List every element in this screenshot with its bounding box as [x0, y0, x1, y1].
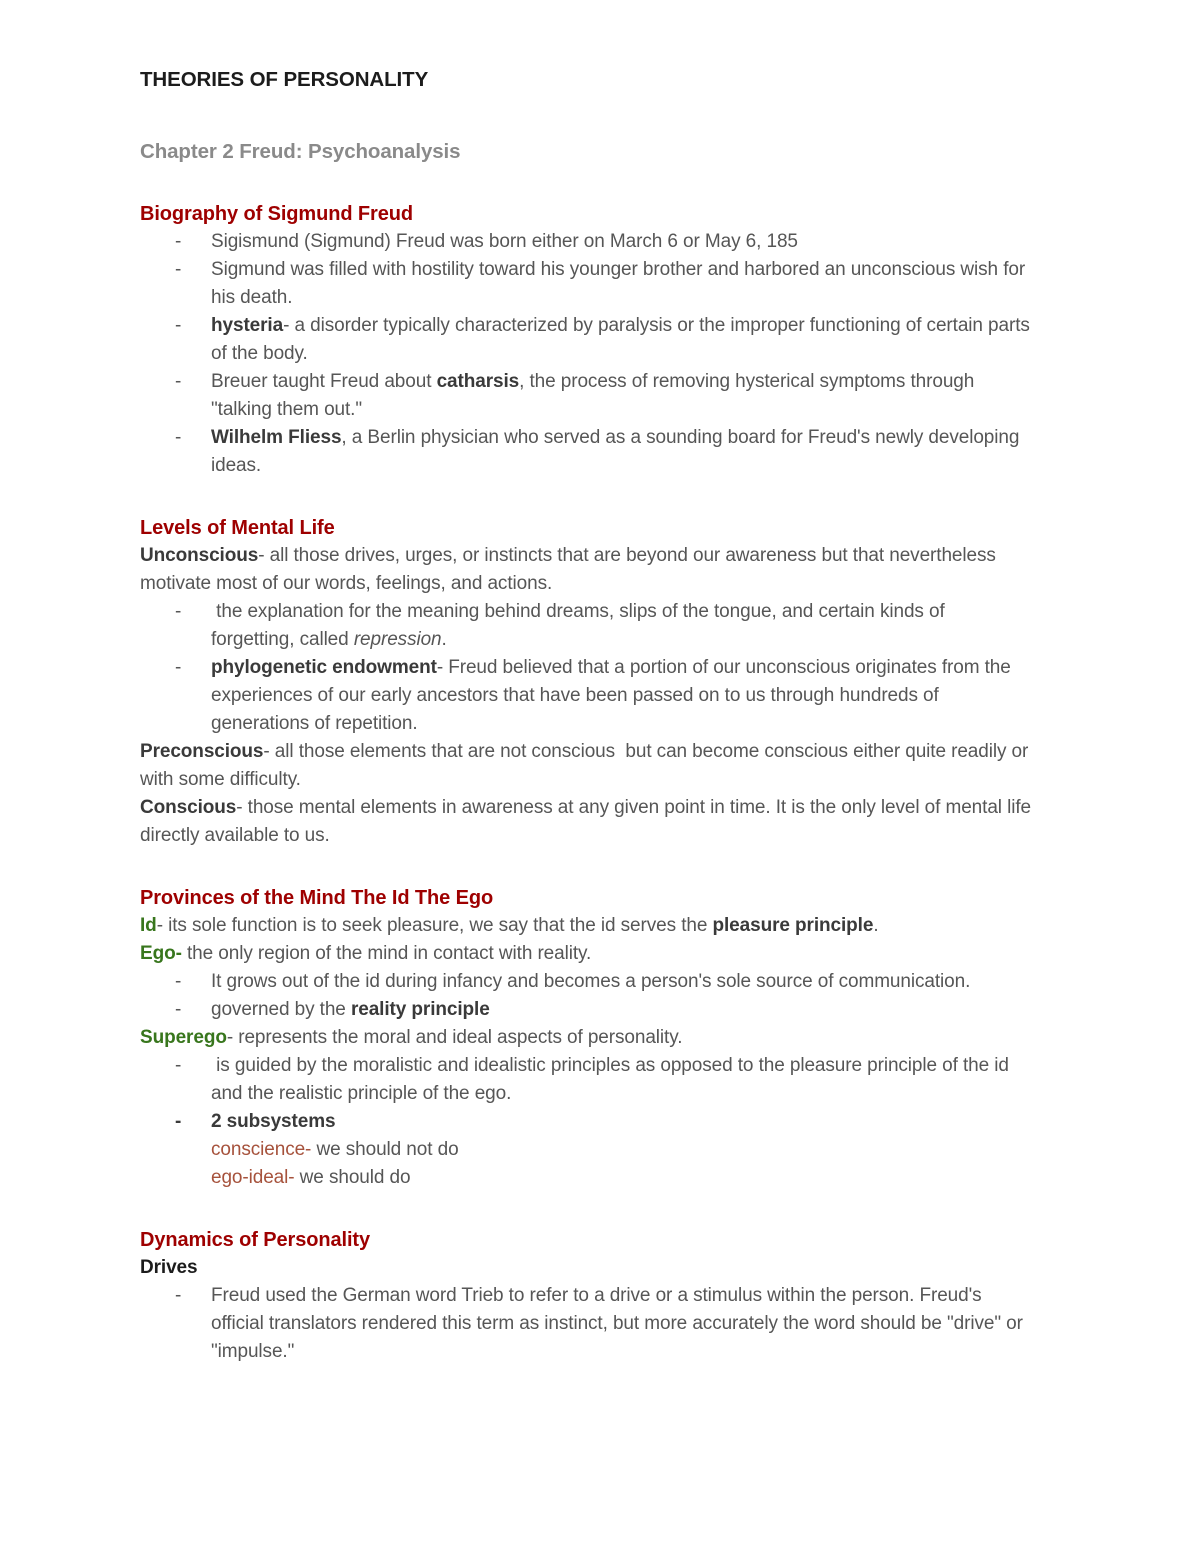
bullet-dash: - [175, 601, 182, 622]
bullet-dash: - [175, 1111, 182, 1132]
paragraph [140, 738, 1032, 794]
bullet-text [211, 1282, 1032, 1366]
text-run: we should not do [311, 1139, 459, 1160]
text-run: we should do [294, 1167, 411, 1188]
text-run: Sigismund (Sigmund) Freud was born either on March 6 or May 6, 185 [211, 231, 798, 252]
text-run: THEORIES OF PERSONALITY [140, 68, 429, 91]
bullet-dash: - [175, 259, 182, 280]
text-run: - a disorder typically characterized by paralysis or the improper functioning of certain parts of the body. [211, 315, 1030, 364]
bullet-dash: - [175, 315, 182, 336]
text-run: conscience- [211, 1139, 312, 1160]
bullet-text [211, 996, 1032, 1024]
text-run: - its sole function is to seek pleasure, we say that the id serves the [156, 915, 713, 936]
bullet-dash: - [175, 657, 182, 678]
text-run: pleasure principle [712, 915, 874, 936]
text-run: repression [353, 629, 442, 650]
list-item [140, 968, 1032, 996]
text-run: the only region of the mind in contact with reality. [181, 943, 592, 964]
chapter-heading [140, 138, 1032, 166]
text-run: reality principle [350, 999, 490, 1020]
text-run: Preconscious [140, 741, 264, 762]
paragraph [140, 912, 1032, 940]
bullet-dash: - [175, 231, 182, 252]
text-run: . [873, 915, 879, 936]
text-run: It grows out of the id during infancy and becomes a person's sole source of communication. [211, 971, 971, 992]
text-run: ego-ideal- [211, 1167, 295, 1188]
bullet-text [211, 368, 1032, 424]
section-heading-biography [140, 200, 1032, 228]
bullet-text [211, 1052, 1032, 1108]
bullet-dash: - [175, 999, 182, 1020]
sub-list-item [140, 1136, 1032, 1164]
section-heading-levels [140, 514, 1032, 542]
text-run: Levels of Mental Life [140, 517, 335, 539]
text-run: Ego- [140, 943, 182, 964]
text-run: - all those elements that are not conscious but can become conscious either quite readily or with some difficulty. [140, 741, 1029, 790]
text-run: Freud used the German word Trieb to refer to a drive or a stimulus within the person. Freud's official translators rendered this term as instinct, but more accurately the word should be "drive" or "impulse." [211, 1285, 1023, 1362]
paragraph [140, 940, 1032, 968]
list-item [140, 996, 1032, 1024]
text-run: Biography of Sigmund Freud [140, 203, 413, 225]
section-heading-dynamics [140, 1226, 1032, 1254]
bullet-dash: - [175, 1055, 182, 1076]
text-run: Chapter 2 Freud: Psychoanalysis [140, 140, 461, 163]
bullet-text [211, 424, 1032, 480]
text-run: - all those drives, urges, or instincts that are beyond our awareness but that nevertheless motivate most of our words, feelings, and actions. [140, 545, 996, 594]
text-run: - Freud believed that a portion of our unconscious originates from the experiences of our early ancestors that have been passed on to us through hundreds of generations of repetition. [211, 657, 1011, 734]
text-run: Wilhelm Fliess [211, 427, 342, 448]
bullet-dash: - [175, 427, 182, 448]
list-item [140, 1052, 1032, 1108]
bullet-dash: - [175, 371, 182, 392]
text-run: . [441, 629, 447, 650]
document-title [140, 66, 1032, 94]
text-run: Drives [140, 1257, 198, 1278]
list-item [140, 1282, 1032, 1366]
text-run: Breuer taught Freud about [211, 371, 437, 392]
list-item [140, 256, 1032, 312]
list-item [140, 598, 1032, 654]
paragraph [140, 1024, 1032, 1052]
sub-list-item [140, 1164, 1032, 1192]
text-run: Conscious [140, 797, 237, 818]
text-run: , a Berlin physician who served as a sounding board for Freud's newly developing ideas. [211, 427, 1020, 476]
text-run: - those mental elements in awareness at any given point in time. It is the only level of mental life directly available to us. [140, 797, 1031, 846]
text-run: , the process of removing hysterical symptoms through "talking them out." [211, 371, 975, 420]
bullet-text [211, 312, 1032, 368]
bullet-text [211, 968, 1032, 996]
text-run: catharsis [436, 371, 520, 392]
text-run: Superego [140, 1027, 227, 1048]
text-run: Sigmund was filled with hostility toward his younger brother and harbored an unconscious wish for his death. [211, 259, 1026, 308]
text-run: Id [140, 915, 157, 936]
bullet-text [211, 654, 1032, 738]
text-run: Provinces of the Mind The Id The Ego [140, 887, 494, 909]
text-run: governed by the [211, 999, 351, 1020]
text-run: is guided by the moralistic and idealistic principles as opposed to the pleasure principle of the id and the realistic principle of the ego. [211, 1055, 1009, 1104]
text-run: the explanation for the meaning behind dreams, slips of the tongue, and certain kinds of forgetting, called [211, 601, 945, 650]
text-run: Dynamics of Personality [140, 1229, 371, 1251]
bullet-dash: - [175, 1285, 182, 1306]
list-item [140, 312, 1032, 368]
text-run: Unconscious [140, 545, 259, 566]
list-item [140, 1108, 1032, 1136]
paragraph [140, 542, 1032, 598]
document-body [140, 66, 1032, 1366]
paragraph [140, 794, 1032, 850]
bullet-text [211, 1108, 1032, 1136]
bullet-dash: - [175, 971, 182, 992]
list-item [140, 228, 1032, 256]
list-item [140, 368, 1032, 424]
text-run: hysteria [211, 315, 284, 336]
paragraph [140, 1254, 1032, 1282]
bullet-text [211, 598, 1032, 654]
bullet-text [211, 256, 1032, 312]
text-run: 2 subsystems [211, 1111, 336, 1132]
bullet-text [211, 228, 1032, 256]
section-heading-provinces [140, 884, 1032, 912]
list-item [140, 654, 1032, 738]
text-run: - represents the moral and ideal aspects of personality. [226, 1027, 683, 1048]
text-run: phylogenetic endowment [211, 657, 437, 678]
list-item [140, 424, 1032, 480]
